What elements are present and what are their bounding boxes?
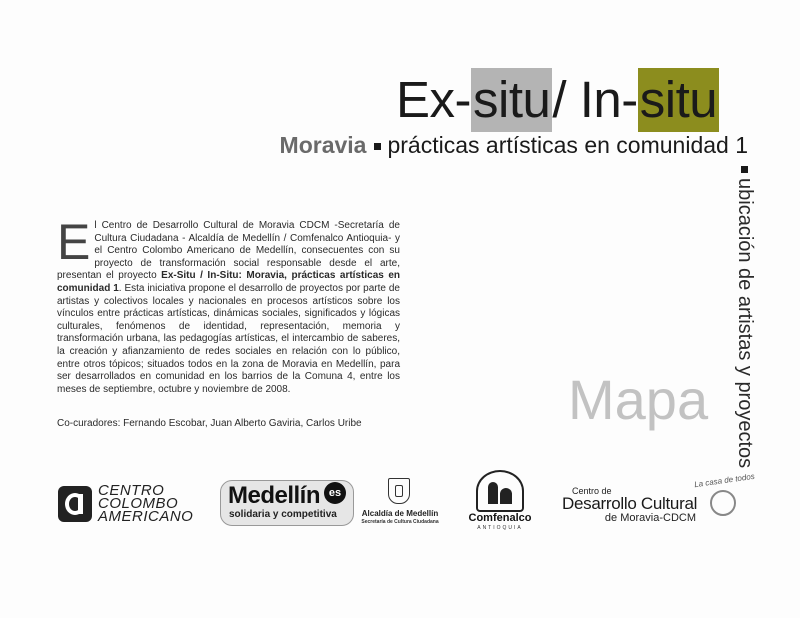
title-part-situ-olive-highlight: situ xyxy=(638,68,719,132)
curators-line: Co-curadores: Fernando Escobar, Juan Alberto Gaviria, Carlos Uribe xyxy=(57,418,362,429)
project-name-bold: Ex-Situ / In-Situ: Moravia, prácticas artísticas en comunidad 1 xyxy=(57,270,401,294)
medellin-tagline: solidaria y competitiva xyxy=(229,509,337,520)
heart-icon xyxy=(710,490,736,516)
mapa-label: Mapa xyxy=(568,368,709,431)
vertical-label-block xyxy=(734,166,764,469)
vertical-label: ubicación de artistas y proyectos xyxy=(734,178,756,469)
comfenalco-sub: ANTIOQUIA xyxy=(477,525,523,531)
comfenalco-name: Comfenalco xyxy=(468,512,532,524)
alcaldia-line1: Alcaldía de Medellín xyxy=(361,509,439,518)
cca-text xyxy=(98,484,193,523)
cdcm-logo xyxy=(560,486,696,526)
main-title xyxy=(396,68,719,132)
comfenalco-logo xyxy=(468,470,532,534)
cdcm-line3: de Moravia-CDCM xyxy=(604,512,696,524)
alcaldia-line2: Secretaría de Cultura Ciudadana xyxy=(361,519,439,525)
intro-rest: . Esta iniciativa propone el desarrollo de proyectos por parte de artistas y colectivos locales y nacionales en procesos artísticos sobre los vínculos entre prácticas artísticas, dinámicas sociales, significados y lógicas culturales, fenómenos de identidad, representación, memoria y transformación urbana, las pedagogías artísticas, el intercambio de saberes, la creación y afianzamiento de redes sociales en relación con lo público, entre otros tópicos; situados todos en la zona de Moravia en Medellín, para ser desarrollados en comunidad en los barrios de la Comuna 4, entre los meses de septiembre, octubre y noviembre de 2008. xyxy=(57,282,400,395)
title-part-situ-highlight: situ xyxy=(471,68,552,132)
medellin-solidaria-logo xyxy=(220,480,354,526)
drop-cap: E xyxy=(57,214,91,270)
la-casa-de-todos-logo xyxy=(693,471,756,526)
centro-colombo-americano-logo xyxy=(58,484,208,526)
cca-line2: COLOMBO xyxy=(98,495,179,512)
square-bullet-icon xyxy=(741,166,748,173)
medellin-es-badge: es xyxy=(324,482,346,504)
cca-line1: CENTRO xyxy=(98,482,165,499)
title-part-in: / In- xyxy=(552,71,638,128)
cca-mark-icon xyxy=(58,486,92,522)
title-part-ex: Ex- xyxy=(396,71,471,128)
shield-icon xyxy=(388,478,410,504)
subtitle-rest: prácticas artísticas en comunidad 1 xyxy=(387,132,748,158)
subtitle xyxy=(280,132,748,158)
family-figures-icon xyxy=(476,470,524,512)
cca-line3: AMERICANO xyxy=(98,508,194,525)
alcaldia-medellin-logo xyxy=(360,478,440,530)
cdcm-line2: Desarrollo Cultural xyxy=(562,494,698,513)
intro-text: l Centro de Desarrollo Cultural de Moravia CDCM -Secretaría de Cultura Ciudadana - Alcaldía de Medellín / Comfenalco Antioquia- y el Centro Colombo Americano de Medellín, consecuentes con su proyecto de transformación social responsable desde el arte, presentan el proyecto xyxy=(57,220,400,282)
casa-script: La casa de todos xyxy=(693,471,756,490)
medellin-big: Medellín xyxy=(228,482,321,509)
cdcm-line1: Centro de xyxy=(572,486,612,496)
intro-paragraph xyxy=(57,214,401,396)
subtitle-moravia: Moravia xyxy=(279,132,367,158)
square-bullet-icon xyxy=(374,143,381,150)
